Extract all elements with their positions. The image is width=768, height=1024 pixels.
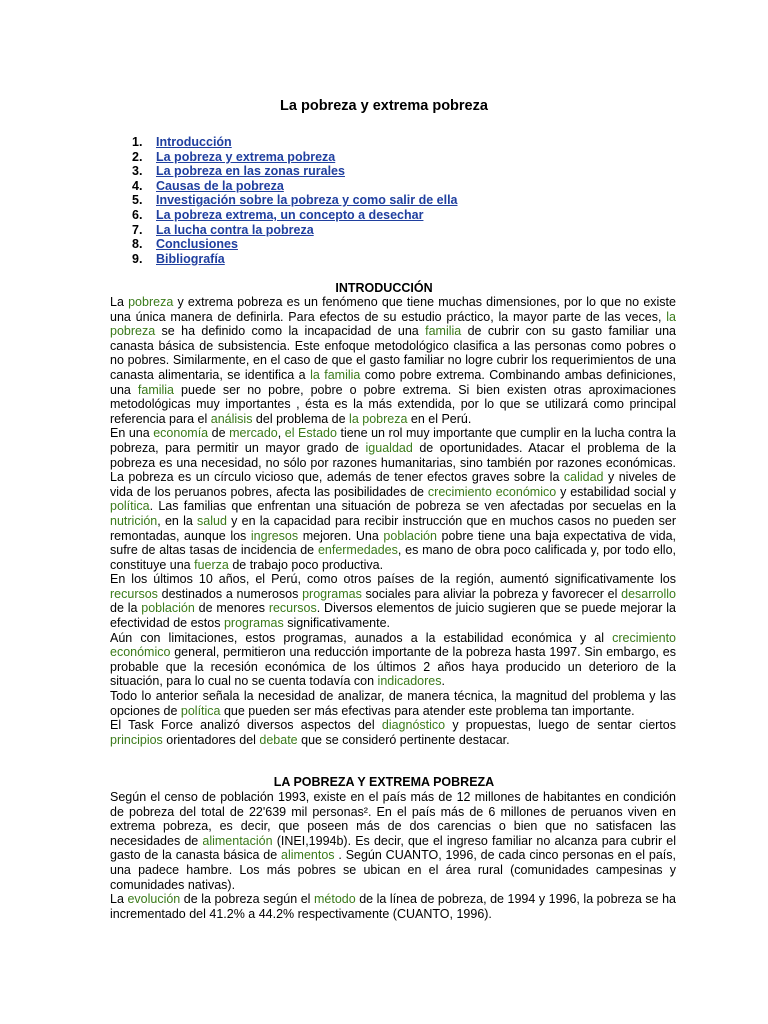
text-span: . Las familias que enfrentan una situación de pobreza se ven afectadas por secuelas en la — [149, 499, 676, 514]
paragraph — [110, 689, 676, 718]
text-span: destinados a numerosos — [157, 586, 303, 601]
toc-item — [132, 237, 458, 252]
toc-link[interactable]: Causas de la pobreza — [156, 178, 284, 193]
text-span: significativamente. — [283, 616, 391, 631]
text-span: de la — [110, 601, 142, 616]
text-span: , en la — [157, 513, 198, 528]
text-span: La — [110, 892, 128, 907]
table-of-contents — [132, 135, 458, 266]
section-heading-pobreza-extrema: LA POBREZA Y EXTREMA POBREZA — [273, 775, 495, 789]
toc-link[interactable]: Introducción — [156, 135, 232, 149]
text-span: Aún con limitaciones, estos programas, aunados a la estabilidad económica y al — [110, 630, 613, 645]
text-span: Según el censo de población 1993, existe en el país más de 12 millones de habitantes en condición de pobreza del total de 22'639 mil personas². En el país más de 6 millones de peruanos viven en extrema pobreza, es decir, que poseen más de dos carencias o bien que no satisfacen las necesidades de — [110, 790, 676, 848]
toc-link[interactable]: La pobreza en las zonas rurales — [156, 164, 345, 179]
paragraph — [110, 572, 676, 630]
text-span: de cubrir con su gasto familiar una canasta básica de subsistencia. Este enfoque metodológico clasifica a las personas como pobres o no pobres. Similarmente, en el caso de que el gasto familiar no logre cubrir los requerimientos de una canasta alimentaria, se identifica a — [110, 324, 676, 382]
text-span: y propuestas, luego de sentar ciertos — [445, 718, 676, 733]
keyword-link[interactable]: programas — [302, 586, 362, 601]
keyword-link[interactable]: la familia — [310, 367, 361, 382]
keyword-link[interactable]: política — [180, 703, 221, 718]
text-span: que se consideró pertinente destacar. — [297, 732, 510, 747]
toc-link[interactable]: Bibliografía — [156, 251, 225, 266]
keyword-link[interactable]: población — [383, 528, 437, 543]
section-heading-introduccion: INTRODUCCIÓN — [335, 281, 433, 295]
keyword-link[interactable]: enfermedades — [317, 543, 398, 558]
toc-number: 1. — [132, 135, 143, 149]
text-span: sociales para aliviar la pobreza y favorecer el — [361, 586, 622, 601]
toc-item — [132, 179, 458, 194]
text-span: tiene un rol muy importante que cumplir en la lucha contra la pobreza, para permitir un mayor grado de — [110, 426, 677, 455]
paragraph — [110, 426, 676, 572]
text-span: (INEI,1994b). Es decir, que el ingreso familiar no alcanza para cubrir el gasto de la canasta básica de — [110, 833, 676, 863]
toc-number: 9. — [132, 251, 143, 266]
text-span: mejoren. Una — [298, 528, 384, 543]
keyword-link[interactable]: salud — [197, 513, 227, 528]
keyword-link[interactable]: población — [141, 601, 195, 616]
keyword-link[interactable]: método — [313, 892, 356, 907]
text-span: de — [208, 426, 230, 441]
keyword-link[interactable]: mercado — [229, 426, 278, 441]
keyword-link[interactable]: igualdad — [365, 440, 413, 455]
paragraph — [110, 631, 676, 689]
text-span: . Diversos elementos de juicio sugieren que se puede mejorar la efectividad de estos — [110, 601, 676, 631]
text-span: y extrema pobreza es un fenómeno que tiene muchas dimensiones, por lo que no existe una única manera de definirla. Para efectos de su estudio práctico, la mayor parte de las veces, — [110, 295, 676, 324]
keyword-link[interactable]: pobreza — [128, 295, 174, 309]
toc-number: 4. — [132, 178, 143, 193]
text-span: , es mano de obra poco calificada y, por todo ello, constituye una — [110, 543, 676, 572]
keyword-link[interactable]: análisis — [210, 411, 253, 426]
keyword-link[interactable]: indicadores — [377, 674, 442, 689]
keyword-link[interactable]: alimentación — [202, 833, 273, 848]
keyword-link[interactable]: crecimiento económico — [110, 630, 676, 660]
text-span: general, permitieron una reducción importante de la pobreza hasta 1997. Sin embargo, es probable que la recesión económica de los últimos 2 años haya producido un deterioro de la situación, para lo cual no se cuenta todavía con — [110, 645, 676, 689]
text-span: de trabajo poco productiva. — [228, 557, 384, 572]
text-span: se ha definido como la incapacidad de una — [155, 324, 426, 339]
text-span: de la línea de pobreza, de 1994 y 1996, la pobreza se ha incrementado del 41.2% a 44.2% respectivamente (CUANTO, 1996). — [110, 892, 676, 921]
keyword-link[interactable]: diagnóstico — [381, 718, 446, 733]
text-span: que pueden ser más efectivas para atender este problema tan importante. — [220, 703, 635, 718]
paragraph — [110, 892, 676, 921]
text-span: del problema de — [252, 411, 350, 426]
keyword-link[interactable]: la pobreza — [349, 411, 408, 426]
keyword-link[interactable]: el Estado — [284, 426, 337, 441]
text-span: En una — [110, 426, 154, 441]
keyword-link[interactable]: nutrición — [110, 513, 158, 528]
text-span: Todo lo anterior señala la necesidad de analizar, de manera técnica, la magnitud del problema y las opciones de — [110, 689, 676, 718]
keyword-link[interactable]: familia — [425, 324, 462, 339]
toc-item — [132, 164, 458, 179]
keyword-link[interactable]: crecimiento económico — [427, 484, 557, 499]
keyword-link[interactable]: principios — [110, 732, 163, 747]
text-span: puede ser no pobre, pobre o pobre extrema. Si bien existen otras aproximaciones metodológicas muy importantes , ésta es la más extendida, por lo que se utilizará como principal referencia para el — [110, 382, 676, 426]
toc-item — [132, 208, 458, 223]
text-span: de menores — [194, 601, 269, 616]
toc-number: 7. — [132, 222, 143, 237]
text-span: como pobre extrema. Combinando ambas definiciones, una — [110, 367, 677, 397]
keyword-link[interactable]: familia — [137, 382, 175, 397]
keyword-link[interactable]: debate — [259, 732, 298, 747]
section-body-introduccion — [110, 295, 676, 747]
toc-number: 5. — [132, 193, 143, 208]
text-span: en el Perú. — [407, 411, 472, 426]
text-span: . — [441, 674, 445, 689]
keyword-link[interactable]: economía — [153, 426, 209, 441]
keyword-link[interactable]: evolución — [127, 892, 181, 907]
paragraph — [110, 790, 676, 892]
toc-link[interactable]: Conclusiones — [156, 237, 238, 252]
keyword-link[interactable]: desarrollo — [621, 586, 677, 601]
text-span: El Task Force analizó diversos aspectos del — [110, 718, 382, 733]
keyword-link[interactable]: la pobreza — [110, 309, 676, 339]
toc-link[interactable]: La lucha contra la pobreza — [156, 222, 314, 237]
toc-link[interactable]: La pobreza extrema, un concepto a desechar — [156, 207, 424, 222]
document-title: La pobreza y extrema pobreza — [280, 98, 488, 114]
text-span: . Según CUANTO, 1996, de cada cinco personas en el país, una padece hambre. Los más pobres se ubican en el área rural (comunidades campesinas y comunidades nativas). — [110, 848, 676, 892]
section-body-pobreza-extrema — [110, 790, 676, 921]
text-span: pobre tiene una baja expectativa de vida, sufre de altas tasas de incidencia de — [110, 528, 677, 558]
paragraph — [110, 295, 676, 426]
toc-link[interactable]: Investigación sobre la pobreza y como salir de ella — [156, 193, 458, 208]
text-span: En los últimos 10 años, el Perú, como otros países de la región, aumentó significativamente los — [110, 572, 676, 587]
text-span: , — [277, 426, 285, 441]
toc-item — [132, 223, 458, 238]
keyword-link[interactable]: alimentos — [281, 848, 335, 863]
keyword-link[interactable]: programas — [223, 616, 284, 631]
text-span: y estabilidad social y — [556, 484, 676, 499]
keyword-link[interactable]: recursos — [110, 586, 158, 601]
keyword-link[interactable]: ingresos — [250, 528, 299, 543]
text-span: y niveles de vida de los peruanos pobres, afecta las posibilidades de — [110, 470, 677, 499]
text-span: y en la capacidad para recibir instrucción que en muchos casos no pueden ser remontadas, aunque los — [110, 513, 676, 543]
keyword-link[interactable]: recursos — [268, 601, 317, 616]
text-span: La — [110, 295, 129, 309]
text-span: orientadores del — [162, 732, 260, 747]
toc-item — [132, 252, 458, 267]
keyword-link[interactable]: calidad — [563, 470, 604, 485]
toc-item — [132, 135, 458, 150]
toc-link[interactable]: La pobreza y extrema pobreza — [156, 149, 336, 164]
toc-item — [132, 193, 458, 208]
text-span: de la pobreza según el — [180, 892, 314, 907]
keyword-link[interactable]: política — [110, 499, 150, 514]
text-span: de oportunidades. Atacar el problema de la pobreza es una necesidad, no sólo por razones humanitarias, sino también por razones económicas. La pobreza es un círculo vicioso que, además de tener efectos graves sobre la — [110, 440, 676, 485]
toc-number: 2. — [132, 149, 143, 164]
toc-item — [132, 150, 458, 165]
toc-number: 6. — [132, 207, 143, 222]
toc-number: 3. — [132, 164, 143, 179]
toc-number: 8. — [132, 237, 143, 252]
keyword-link[interactable]: fuerza — [194, 557, 229, 572]
paragraph — [110, 718, 676, 747]
